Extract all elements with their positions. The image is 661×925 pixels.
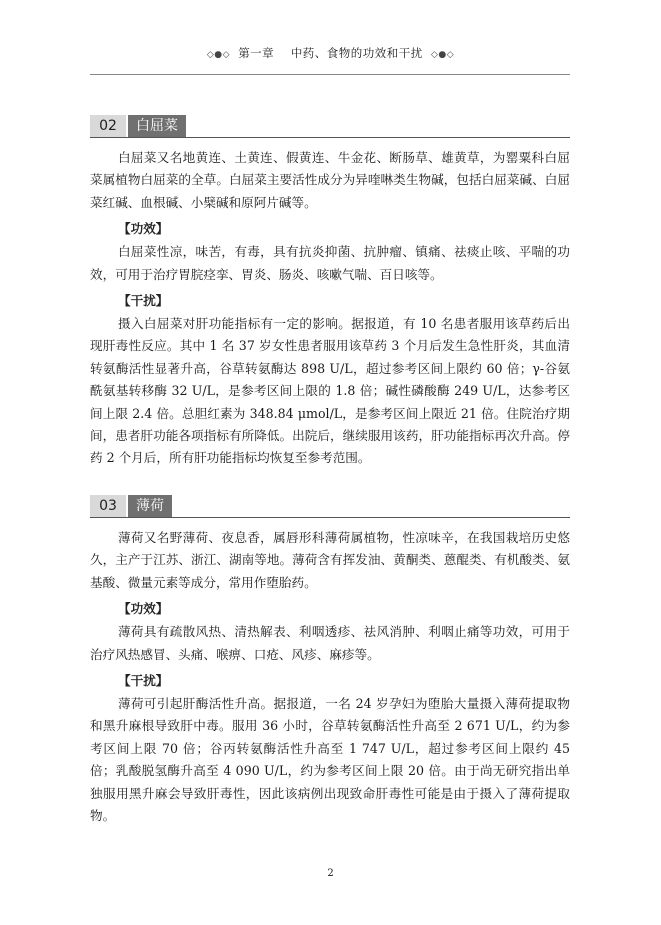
efficacy-text: 薄荷具有疏散风热、清热解表、利咽透疹、祛风消肿、利咽止痛等功效，可用于治疗风热感冒、头痛、喉痹、口疮、风疹、麻疹等。	[90, 624, 570, 662]
section-heading-02	[90, 115, 570, 138]
ornament-right-icon: ◇●◇	[430, 50, 455, 60]
page-number: 2	[327, 868, 334, 879]
interference-text: 薄荷可引起肝酶活性升高。据报道，一名 24 岁孕妇为堕胎大量摄入薄荷提取物和黑升麻根导致肝中毒。服用 36 小时，谷草转氨酶活性升高至 2 671 U/L，约为参考区间上限 70 倍；谷丙转氨酶活性升高至 1 747 U/L，超过参考区间上限约 45 倍；乳酸脱氢酶升高至 4 090 U/L，约为参考区间上限 20 倍。由于尚无研究指出单独服用黑升麻会导致肝毒性，因此该病例出现致命肝毒性可能是由于摄入了薄荷提取物。	[90, 696, 570, 824]
chapter-label: 第一章	[238, 46, 275, 60]
efficacy-label: 【功效】	[118, 221, 169, 237]
efficacy-label: 【功效】	[118, 601, 169, 617]
interference-label: 【干扰】	[118, 293, 169, 309]
section-heading-03	[90, 495, 570, 518]
section-number: 02	[90, 115, 126, 137]
section-number: 03	[90, 495, 126, 517]
efficacy-text: 白屈菜性凉，味苦，有毒，具有抗炎抑菌、抗肿瘤、镇痛、祛痰止咳、平喘的功效，可用于治疗胃脘痉挛、胃炎、肠炎、咳嗽气喘、百日咳等。	[90, 244, 570, 282]
section-intro: 白屈菜又名地黄连、土黄连、假黄连、牛金花、断肠草、雄黄草，为罂粟科白屈菜属植物白屈菜的全草。白屈菜主要活性成分为异喹啉类生物碱，包括白屈菜碱、白屈菜红碱、血根碱、小檗碱和原阿片碱等。	[90, 150, 570, 210]
section-body-03	[90, 527, 570, 827]
ornament-left-icon: ◇●◇	[206, 50, 231, 60]
header-rule	[90, 74, 570, 75]
section-title: 薄荷	[128, 495, 172, 517]
interference-label: 【干扰】	[118, 673, 169, 689]
section-intro: 薄荷又名野薄荷、夜息香，属唇形科薄荷属植物，性凉味辛，在我国栽培历史悠久，主产于江苏、浙江、湖南等地。薄荷含有挥发油、黄酮类、蒽醌类、有机酸类、氨基酸、微量元素等成分，常用作堕胎药。	[90, 530, 570, 590]
section-body-02	[90, 147, 570, 470]
interference-text: 摄入白屈菜对肝功能指标有一定的影响。据报道，有 10 名患者服用该草药后出现肝毒性反应。其中 1 名 37 岁女性患者服用该草药 3 个月后发生急性肝炎，其血清转氨酶活性显著升高，谷草转氨酶达 898 U/L，超过参考区间上限约 60 倍；γ-谷氨酰氨基转移酶 32 U/L，是参考区间上限的 1.8 倍；碱性磷酸酶 249 U/L，达参考区间上限 2.4 倍。总胆红素为 348.84 μmol/L，是参考区间上限近 21 倍。住院治疗期间，患者肝功能各项指标有所降低。出院后，继续服用该药，肝功能指标再次升高。停药 2 个月后，所有肝功能指标均恢复至参考范围。	[90, 316, 570, 466]
running-header	[0, 45, 661, 61]
chapter-title: 中药、食物的功效和干扰	[290, 46, 423, 60]
section-title: 白屈菜	[128, 115, 186, 137]
